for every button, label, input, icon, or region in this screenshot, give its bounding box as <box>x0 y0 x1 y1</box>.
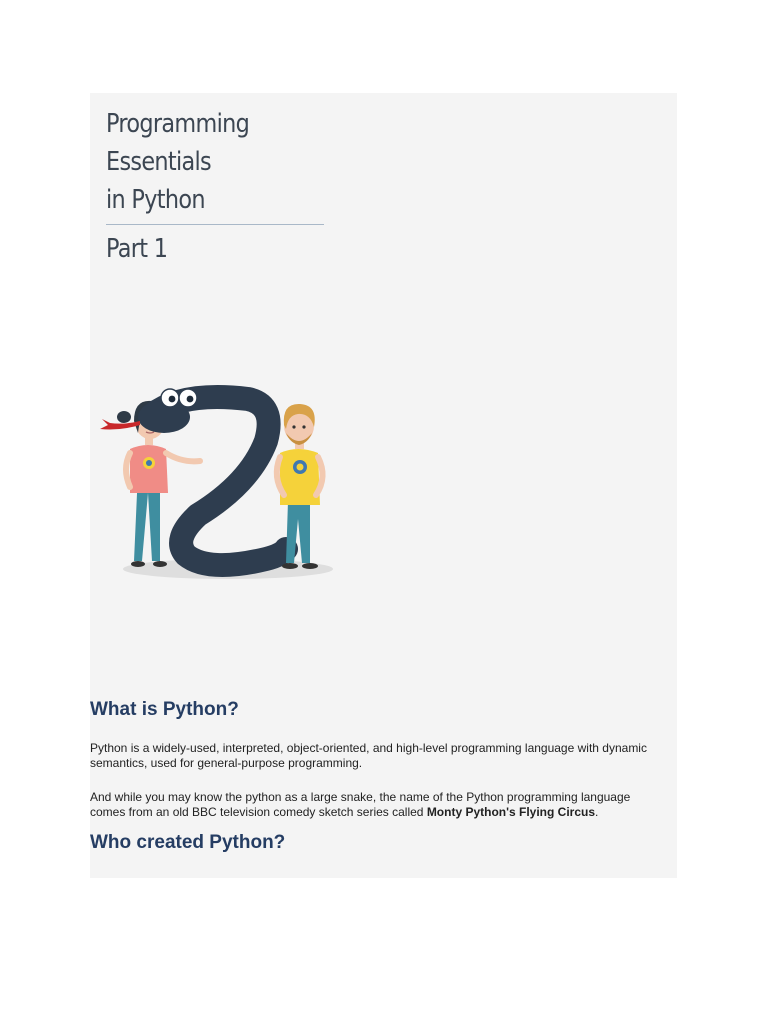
cover-divider <box>106 224 324 225</box>
cover-title-line: Programming <box>106 109 250 139</box>
section-heading-who-created-python: Who created Python? <box>90 832 286 853</box>
cover-title-line: Essentials <box>106 147 212 177</box>
snake-illustration <box>90 283 350 593</box>
text-run: . <box>595 805 599 819</box>
cover-title <box>106 105 249 219</box>
paragraph-python-definition: Python is a widely-used, interpreted, object-oriented, and high-level programming language with dynamic semantics, used for general-purpose programming. <box>90 741 647 770</box>
article-content <box>90 698 665 855</box>
text-run: And while you may know the python as a large snake, the name of the Python programming language comes from an old BBC television comedy sketch series called <box>90 790 631 819</box>
cover-title-line: in Python <box>106 185 205 215</box>
paragraph-python-name-origin <box>90 790 665 820</box>
cover-part-label: Part 1 <box>106 234 168 264</box>
cover-image <box>90 93 330 693</box>
bold-text-monty-python: Monty Python's Flying Circus <box>426 805 596 819</box>
section-heading-what-is-python: What is Python? <box>90 699 239 720</box>
document-page <box>90 93 677 878</box>
